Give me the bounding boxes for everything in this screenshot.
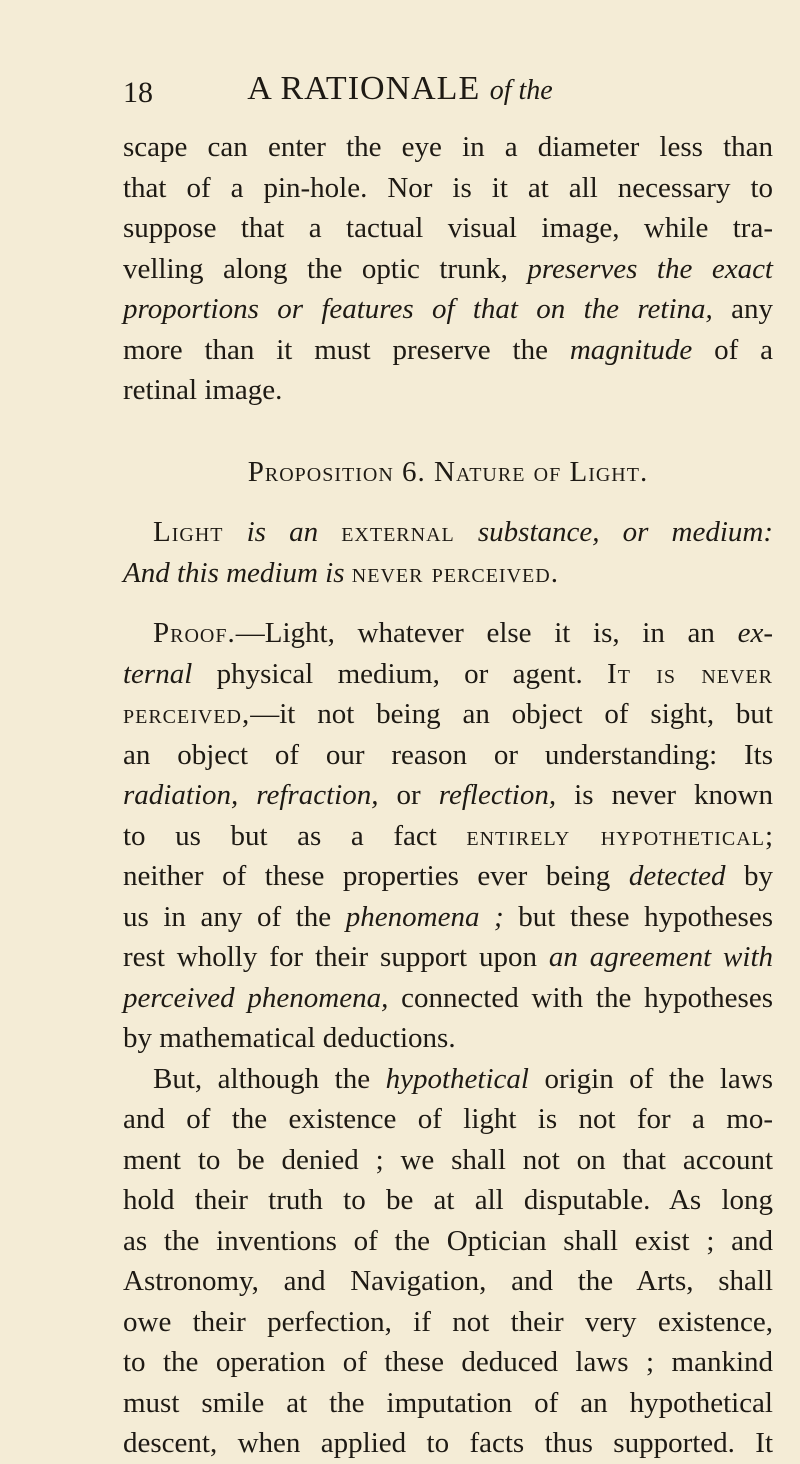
text-run: physical medium, or agent. — [192, 657, 608, 690]
italic-text: ternal — [123, 657, 193, 690]
text-line — [123, 1342, 773, 1383]
text-run: descent, when applied to facts thus supported. It — [123, 1427, 773, 1459]
text-run: any — [712, 293, 773, 325]
text-run — [455, 516, 478, 548]
text-run: is never known — [556, 779, 773, 811]
text-line — [123, 654, 773, 695]
small-caps-text: external — [341, 516, 455, 548]
text-run: to the operation of these deduced laws ; mankind — [123, 1346, 773, 1378]
text-run: hold their truth to be at all disputable. As long — [123, 1184, 773, 1216]
page-number: 18 — [123, 76, 153, 109]
italic-text: an agreement with — [548, 941, 774, 973]
text-line — [123, 694, 773, 735]
text-run — [223, 516, 246, 548]
text-run: by mathematical deductions. — [123, 1022, 456, 1054]
body-text — [123, 127, 773, 1464]
text-run: by — [725, 860, 774, 892]
small-caps-text: perceived, — [123, 698, 251, 730]
text-line — [123, 978, 773, 1019]
text-run: as the inventions of the Optician shall exist ; and — [123, 1224, 773, 1257]
small-caps-text: It is never — [607, 657, 773, 690]
italic-text: ex- — [737, 617, 773, 649]
italic-text: proportions or features of that on the retina, — [123, 293, 713, 325]
text-line — [123, 897, 773, 938]
text-line — [123, 735, 773, 776]
italic-text: preserves the exact — [527, 252, 773, 285]
text-line — [123, 330, 773, 371]
text-run: rest wholly for their support upon — [123, 941, 549, 973]
italic-text: substance, or medium: — [477, 516, 773, 548]
text-line — [123, 1221, 773, 1262]
text-line — [123, 452, 773, 493]
text-line — [123, 613, 773, 654]
italic-text: reflection, — [438, 779, 557, 811]
text-run: us in any of the — [123, 900, 346, 933]
text-run: retinal image. — [123, 374, 283, 406]
small-caps-text: Proof. — [153, 617, 236, 649]
text-line — [123, 127, 773, 168]
page-header — [0, 70, 800, 114]
text-run: —Light, whatever else it is, in an — [235, 617, 738, 649]
text-line — [123, 1059, 773, 1100]
text-run: of a — [692, 333, 773, 366]
small-caps-text: never perceived. — [351, 556, 559, 589]
text-run: an object of our reason or understanding: Its — [123, 738, 773, 771]
text-line — [123, 289, 773, 330]
small-caps-text: entirely hypothetical — [466, 819, 765, 852]
text-line — [123, 208, 773, 249]
text-run: origin of the laws — [528, 1062, 773, 1095]
text-run: Astronomy, and Navigation, and the Arts, shall — [123, 1265, 773, 1297]
text-run: connected with the hypotheses — [388, 981, 774, 1014]
text-line — [123, 1261, 773, 1302]
text-run: But, although the — [153, 1062, 386, 1095]
running-title-italic: of the — [489, 75, 553, 106]
text-run: neither of these properties ever being — [123, 860, 629, 892]
text-line — [123, 1383, 773, 1424]
small-caps-text: Light — [153, 516, 224, 548]
text-line — [123, 370, 773, 411]
text-run: ; — [764, 819, 773, 852]
text-line — [123, 1140, 773, 1181]
italic-text: perceived phenomena, — [123, 981, 389, 1014]
text-line — [123, 937, 773, 978]
text-run: owe their perfection, if not their very existence, — [123, 1305, 773, 1338]
text-run — [345, 557, 352, 589]
text-line — [123, 1423, 773, 1464]
text-line — [123, 168, 773, 209]
text-run: scape can enter the eye in a diameter less than — [123, 131, 773, 163]
text-run: velling along the optic trunk, — [123, 252, 528, 285]
italic-text: phenomena ; — [345, 900, 504, 933]
italic-text: hypothetical — [385, 1062, 529, 1095]
text-line — [123, 775, 773, 816]
text-line — [123, 512, 773, 553]
italic-text: magnitude — [569, 333, 693, 366]
text-run: more than it must preserve the — [123, 333, 570, 366]
text-run: but these hypotheses — [503, 900, 773, 933]
text-line — [123, 1018, 773, 1059]
text-line — [123, 816, 773, 857]
small-caps-text: Proposition 6. Nature of Light. — [247, 455, 649, 488]
text-run — [318, 516, 341, 548]
text-line — [123, 856, 773, 897]
italic-text: And this medium is — [123, 556, 345, 589]
text-run: ment to be denied ; we shall not on that account — [123, 1143, 773, 1176]
text-run: and of the existence of light is not for a mo- — [123, 1103, 773, 1135]
text-line — [123, 1180, 773, 1221]
text-run: must smile at the imputation of an hypothetical — [123, 1386, 773, 1419]
italic-text: is an — [246, 516, 319, 548]
running-title — [0, 70, 800, 108]
text-line — [123, 1302, 773, 1343]
text-line — [123, 1099, 773, 1140]
italic-text: detected — [628, 860, 726, 892]
running-title-main: A RATIONALE — [247, 70, 490, 107]
text-line — [123, 249, 773, 290]
text-run: suppose that a tactual visual image, while tra- — [123, 212, 773, 244]
text-run: to us but as a fact — [123, 819, 467, 852]
text-run: —it not being an object of sight, but — [250, 698, 773, 730]
text-line — [123, 553, 773, 594]
italic-text: radiation, refraction, — [123, 779, 379, 811]
text-run: that of a pin-hole. Nor is it at all necessary to — [123, 171, 773, 204]
text-run: or — [378, 779, 439, 811]
